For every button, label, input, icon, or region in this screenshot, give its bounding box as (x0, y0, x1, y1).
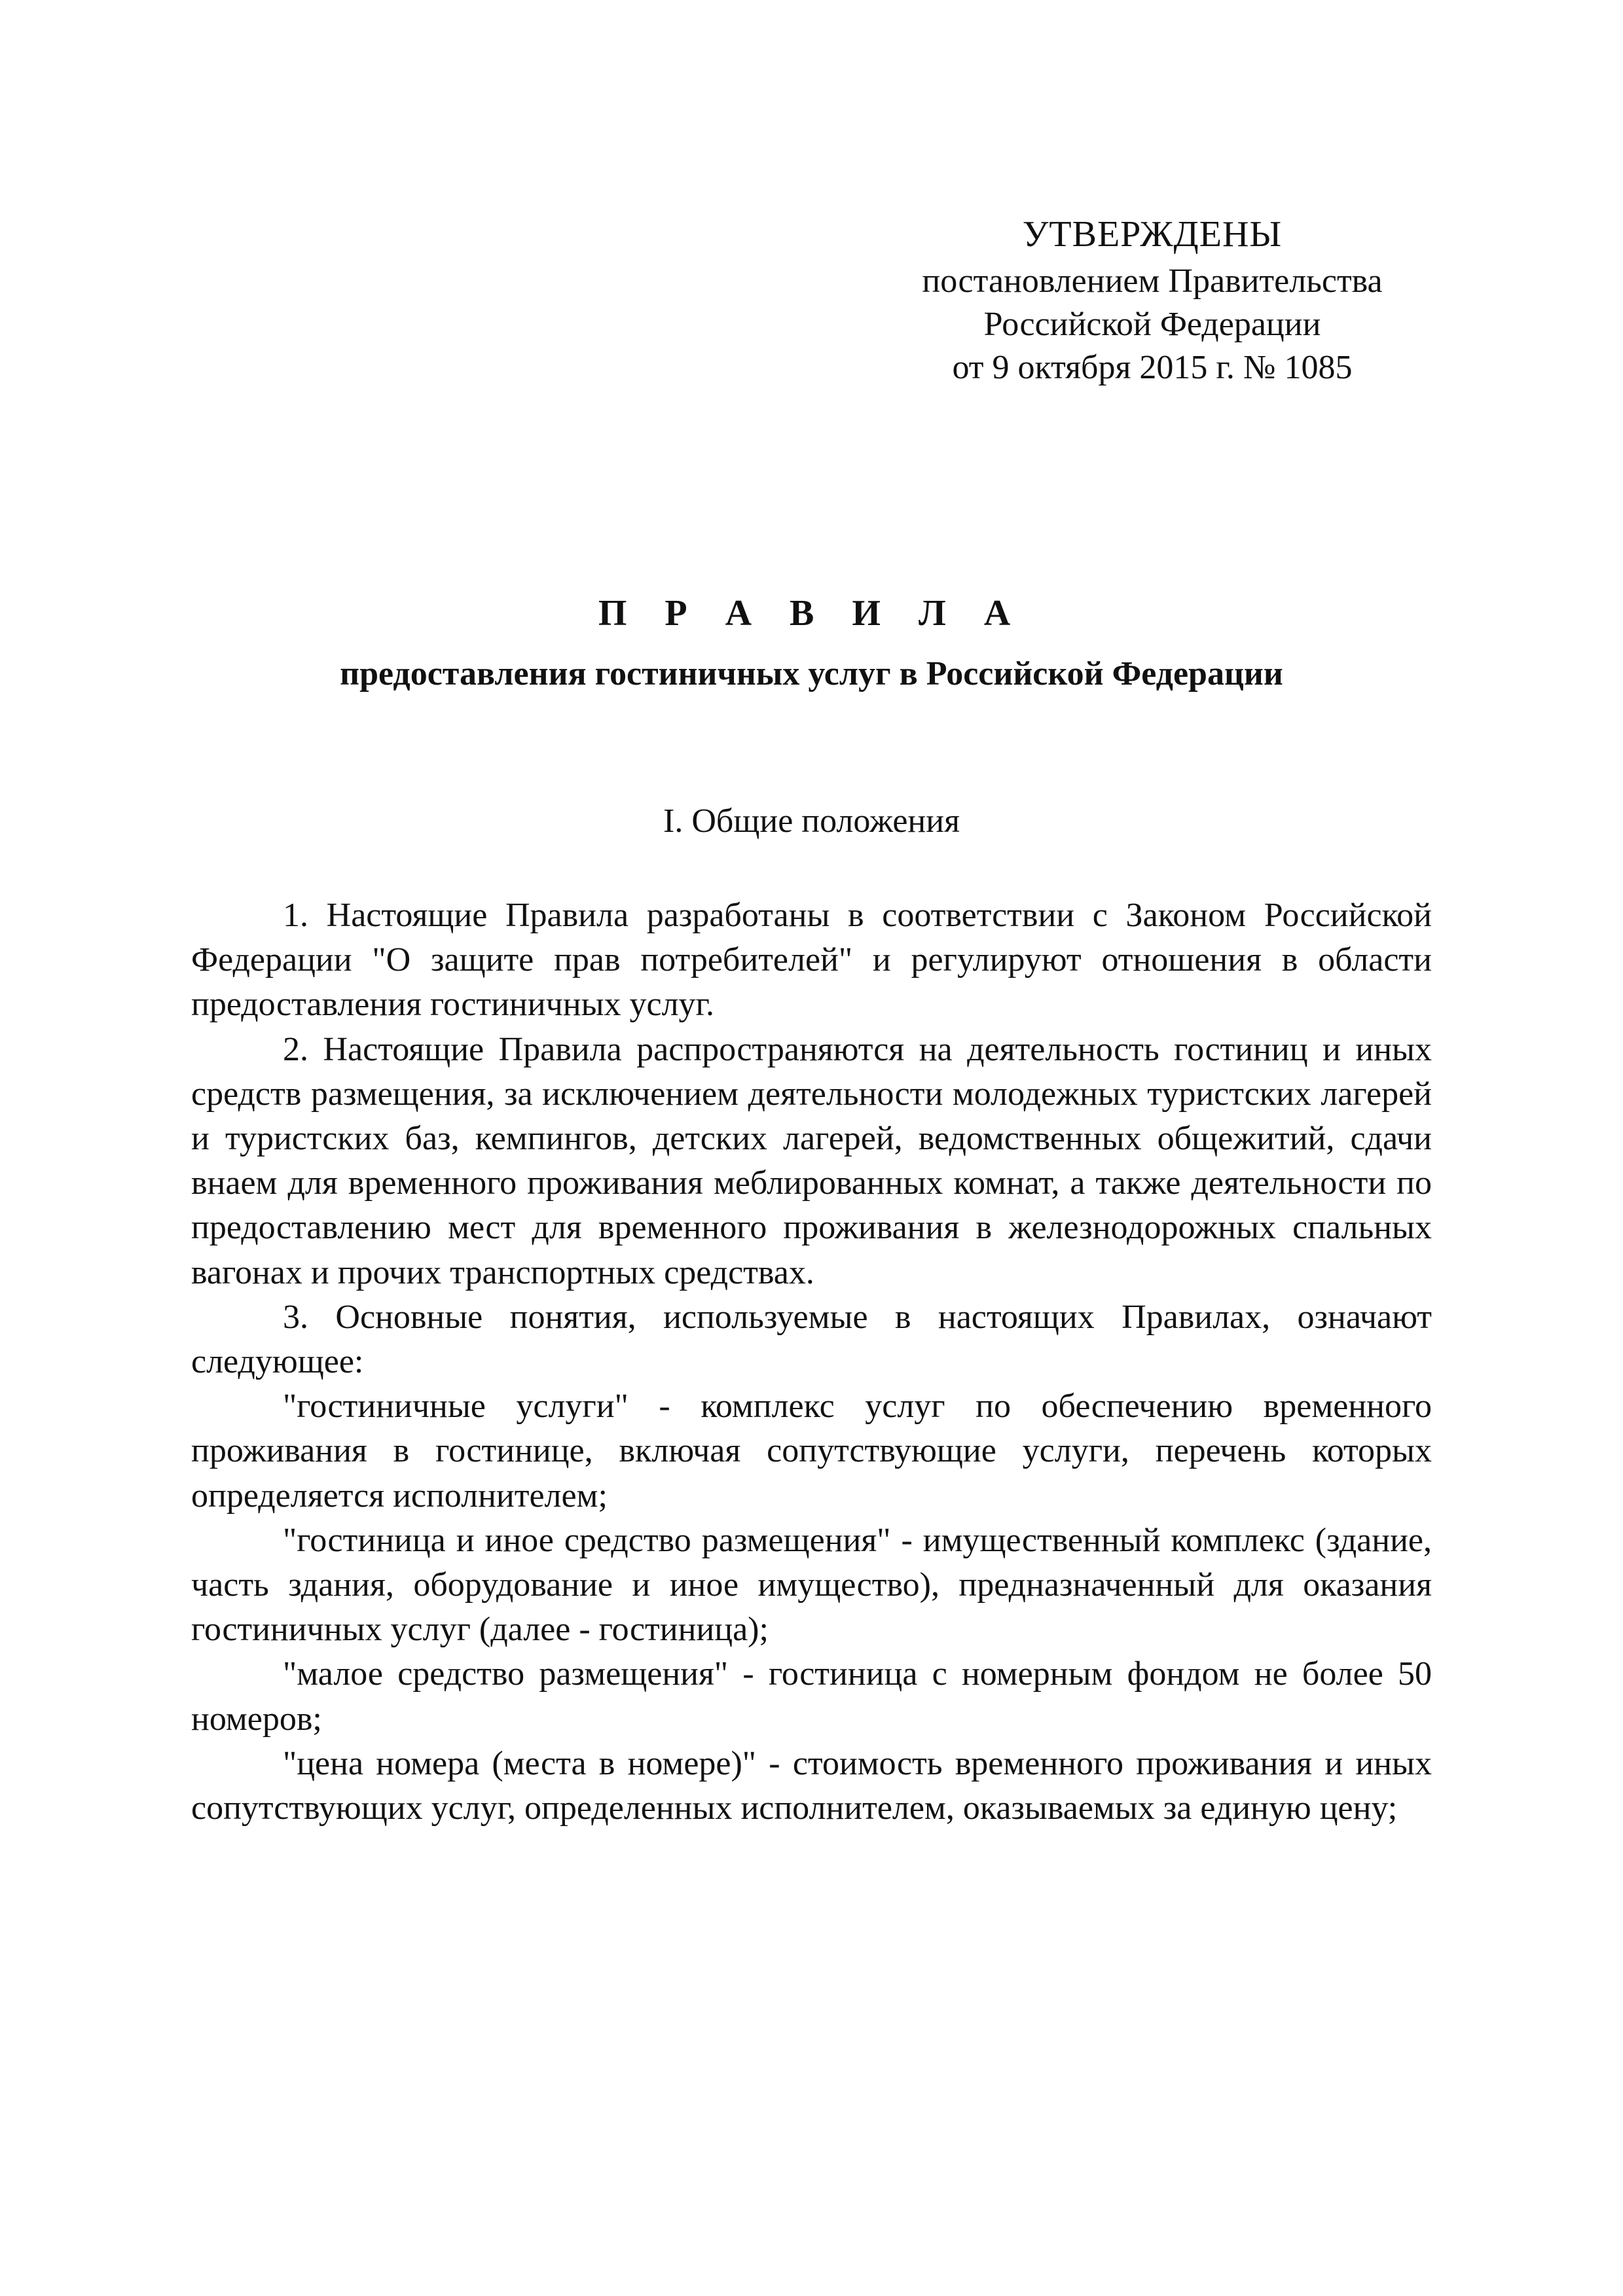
definition-hotel-services: "гостиничные услуги" - комплекс услуг по обеспечению временного проживания в гостинице, включая сопутствующие услуги, перечень которых определяется исполнителем; (191, 1388, 1432, 1515)
section-heading: I. Общие положения (663, 802, 960, 840)
definition-hotel: "гостиница и иное средство размещения" - имущественный комплекс (здание, часть здания, оборудование и иное имущество), предназначенный для оказания гостиничных услуг (далее - гостиница); (191, 1521, 1432, 1649)
approval-line-2: Российской Федерации (983, 306, 1321, 343)
paragraph-3: 3. Основные понятия, используемые в настоящих Правилах, означают следующее: (191, 1298, 1432, 1381)
definition-small-accommodation: "малое средство размещения" - гостиница с номерным фондом не более 50 номеров; (191, 1655, 1432, 1738)
approval-block (851, 213, 1453, 389)
document-subtitle: предоставления гостиничных услуг в Российской Федерации (340, 655, 1283, 692)
approval-line-1: постановлением Правительства (922, 262, 1383, 300)
body-text (191, 893, 1432, 1831)
approval-title: УТВЕРЖДЕНЫ (1022, 214, 1283, 255)
paragraph-2: 2. Настоящие Правила распространяются на деятельность гостиниц и иных средств размещения, за исключением деятельности молодежных туристских лагерей и туристских баз, кемпингов, детских лагерей, ведомственных общежитий, сдачи внаем для временного проживания меблированных комнат, а также деятельности по предоставлению мест для временного проживания в железнодорожных спальных вагонах и прочих транспортных средствах. (191, 1030, 1432, 1291)
definition-room-price: "цена номера (места в номере)" - стоимость временного проживания и иных сопутствующих услуг, определенных исполнителем, оказываемых за единую цену; (191, 1744, 1432, 1827)
paragraph-1: 1. Настоящие Правила разработаны в соответствии с Законом Российской Федерации "О защите прав потребителей" и регулируют отношения в области предоставления гостиничных услуг. (191, 897, 1432, 1024)
approval-line-3: от 9 октября 2015 г. № 1085 (952, 349, 1353, 386)
document-title: П Р А В И Л А (598, 593, 1025, 634)
